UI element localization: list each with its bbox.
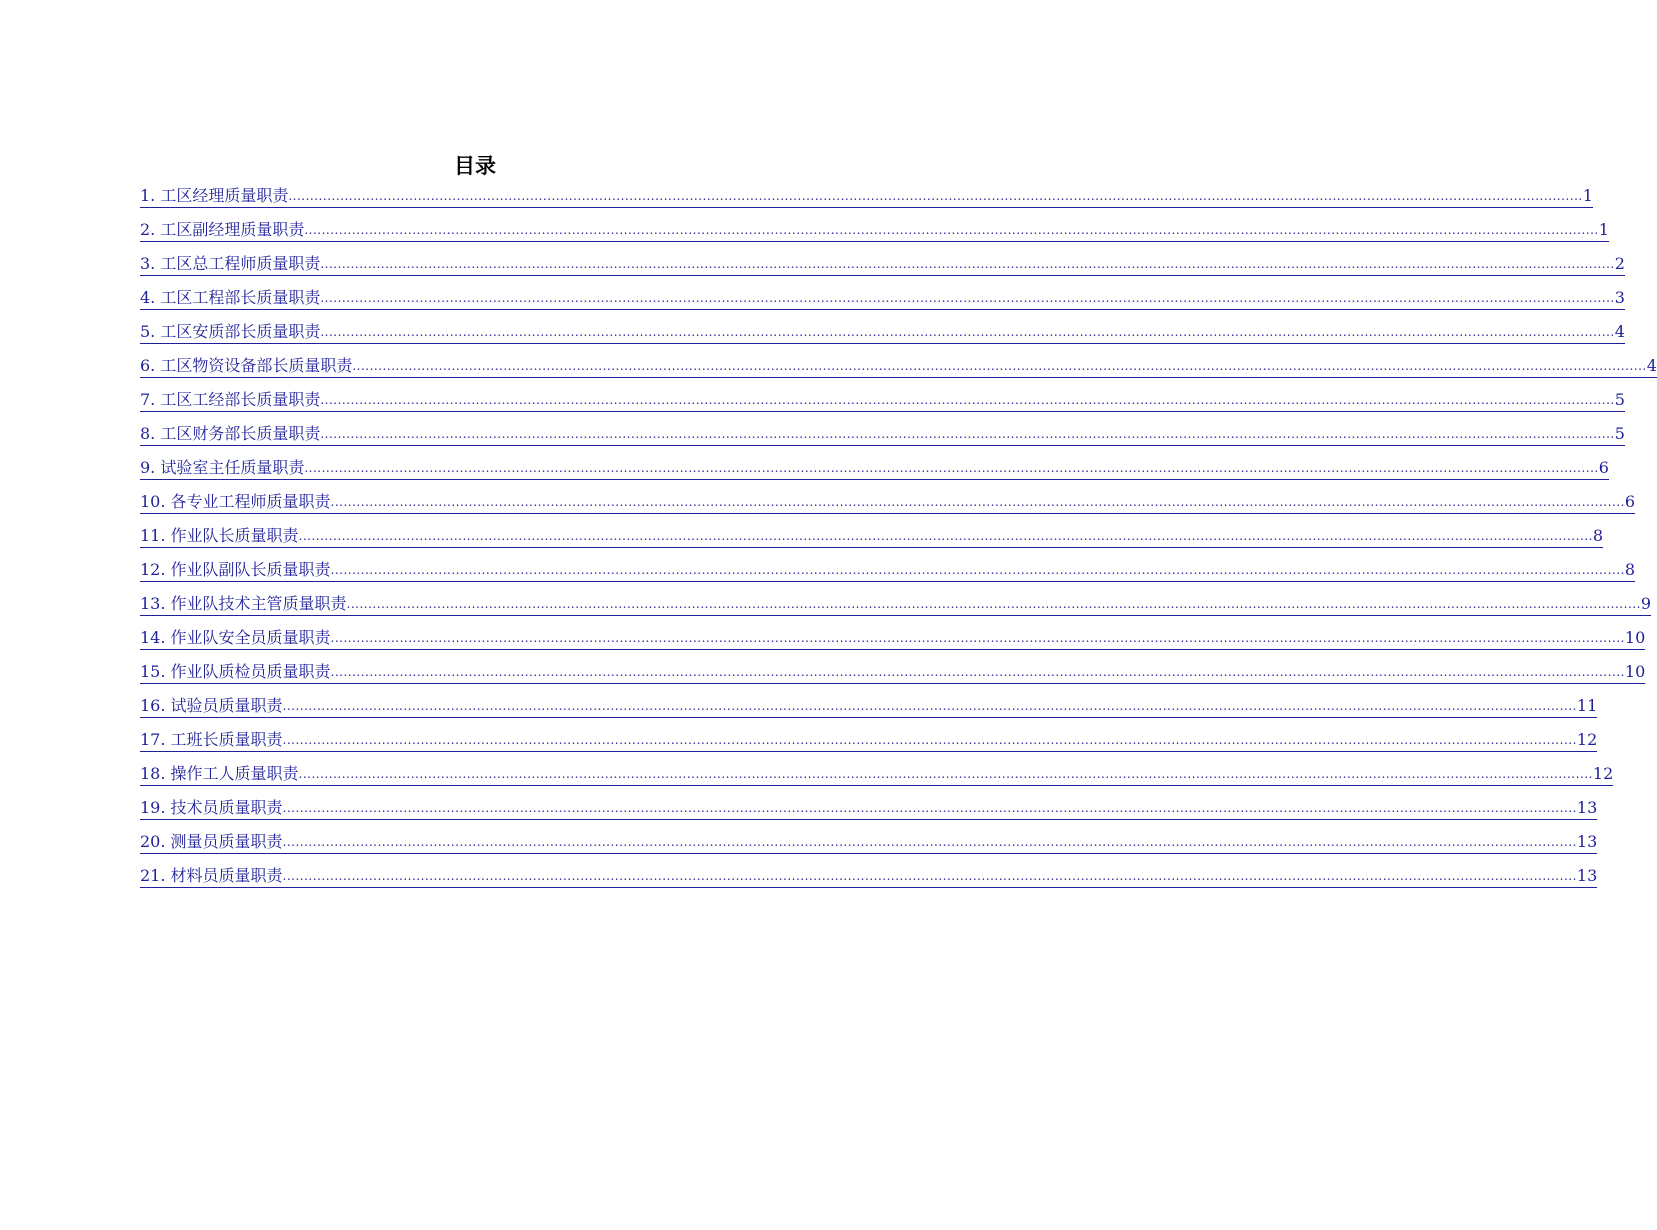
toc-list	[140, 178, 1657, 892]
toc-page-number: 5	[1615, 423, 1625, 446]
toc-dot-leader: ............................................................................................................................................................................................................................................................................................................	[283, 729, 1577, 752]
toc-entry[interactable]	[140, 484, 1636, 518]
toc-entry-title: 16. 试验员质量职责	[140, 695, 283, 718]
toc-page-number: 13	[1577, 865, 1597, 888]
toc-entry-title: 10. 各专业工程师质量职责	[140, 491, 331, 514]
toc-page-number: 4	[1647, 355, 1657, 378]
toc-entry-title: 8. 工区财务部长质量职责	[140, 423, 320, 446]
toc-dot-leader: ............................................................................................................................................................................................................................................................................................................	[283, 695, 1577, 718]
toc-entry[interactable]	[140, 858, 1598, 892]
toc-entry-title: 3. 工区总工程师质量职责	[140, 253, 320, 276]
toc-entry-title: 4. 工区工程部长质量职责	[140, 287, 320, 310]
toc-entry-title: 6. 工区物资设备部长质量职责	[140, 355, 352, 378]
toc-dot-leader: ............................................................................................................................................................................................................................................................................................................	[320, 321, 1614, 344]
toc-dot-leader: ............................................................................................................................................................................................................................................................................................................	[320, 253, 1614, 276]
toc-page-number: 2	[1615, 253, 1625, 276]
toc-entry-title: 2. 工区副经理质量职责	[140, 219, 304, 242]
toc-entry-title: 5. 工区安质部长质量职责	[140, 321, 320, 344]
toc-entry[interactable]	[140, 416, 1625, 450]
toc-entry[interactable]	[140, 348, 1657, 382]
toc-entry[interactable]	[140, 620, 1646, 654]
toc-entry[interactable]	[140, 654, 1646, 688]
toc-entry-title: 7. 工区工经部长质量职责	[140, 389, 320, 412]
toc-entry[interactable]	[140, 824, 1598, 858]
toc-entry-title: 17. 工班长质量职责	[140, 729, 283, 752]
toc-entry-title: 18. 操作工人质量职责	[140, 763, 299, 786]
toc-page-number: 4	[1615, 321, 1625, 344]
toc-page-number: 10	[1625, 627, 1645, 650]
toc-dot-leader: ............................................................................................................................................................................................................................................................................................................	[352, 355, 1646, 378]
toc-entry-title: 11. 作业队长质量职责	[140, 525, 299, 548]
toc-entry[interactable]	[140, 722, 1598, 756]
toc-entry-title: 9. 试验室主任质量职责	[140, 457, 304, 480]
toc-entry[interactable]	[140, 552, 1636, 586]
toc-page-number: 13	[1577, 797, 1597, 820]
toc-page-number: 1	[1599, 219, 1609, 242]
toc-entry-title: 15. 作业队质检员质量职责	[140, 661, 331, 684]
toc-entry-title: 1. 工区经理质量职责	[140, 185, 288, 208]
toc-dot-leader: ............................................................................................................................................................................................................................................................................................................	[283, 865, 1577, 888]
toc-entry[interactable]	[140, 450, 1609, 484]
toc-dot-leader: ............................................................................................................................................................................................................................................................................................................	[331, 661, 1625, 684]
toc-dot-leader: ............................................................................................................................................................................................................................................................................................................	[320, 423, 1614, 446]
toc-dot-leader: ............................................................................................................................................................................................................................................................................................................	[331, 627, 1625, 650]
toc-dot-leader: ............................................................................................................................................................................................................................................................................................................	[347, 593, 1641, 616]
toc-dot-leader: ............................................................................................................................................................................................................................................................................................................	[288, 185, 1582, 208]
toc-page-number: 6	[1625, 491, 1635, 514]
toc-entry[interactable]	[140, 246, 1625, 280]
toc-dot-leader: ............................................................................................................................................................................................................................................................................................................	[283, 831, 1577, 854]
toc-dot-leader: ............................................................................................................................................................................................................................................................................................................	[299, 525, 1593, 548]
toc-page-number: 11	[1577, 695, 1597, 718]
toc-entry[interactable]	[140, 518, 1604, 552]
toc-entry[interactable]	[140, 586, 1652, 620]
toc-entry-title: 13. 作业队技术主管质量职责	[140, 593, 347, 616]
toc-entry[interactable]	[140, 314, 1625, 348]
toc-page-number: 9	[1641, 593, 1651, 616]
toc-entry[interactable]	[140, 756, 1614, 790]
toc-entry-title: 12. 作业队副队长质量职责	[140, 559, 331, 582]
toc-page-number: 13	[1577, 831, 1597, 854]
toc-dot-leader: ............................................................................................................................................................................................................................................................................................................	[331, 491, 1625, 514]
toc-entry-title: 20. 测量员质量职责	[140, 831, 283, 854]
toc-page-number: 1	[1583, 185, 1593, 208]
toc-entry[interactable]	[140, 382, 1625, 416]
toc-entry[interactable]	[140, 790, 1598, 824]
toc-dot-leader: ............................................................................................................................................................................................................................................................................................................	[304, 457, 1598, 480]
toc-entry[interactable]	[140, 280, 1625, 314]
toc-entry[interactable]	[140, 688, 1598, 722]
toc-page-number: 12	[1577, 729, 1597, 752]
toc-page-number: 5	[1615, 389, 1625, 412]
toc-page-number: 10	[1625, 661, 1645, 684]
toc-entry-title: 21. 材料员质量职责	[140, 865, 283, 888]
toc-dot-leader: ............................................................................................................................................................................................................................................................................................................	[283, 797, 1577, 820]
toc-title: 目录	[454, 154, 496, 178]
toc-page-number: 8	[1593, 525, 1603, 548]
toc-entry-title: 14. 作业队安全员质量职责	[140, 627, 331, 650]
toc-dot-leader: ............................................................................................................................................................................................................................................................................................................	[320, 287, 1614, 310]
toc-entry[interactable]	[140, 178, 1593, 212]
toc-dot-leader: ............................................................................................................................................................................................................................................................................................................	[331, 559, 1625, 582]
toc-dot-leader: ............................................................................................................................................................................................................................................................................................................	[304, 219, 1598, 242]
toc-entry-title: 19. 技术员质量职责	[140, 797, 283, 820]
toc-page-number: 6	[1599, 457, 1609, 480]
toc-page-number: 8	[1625, 559, 1635, 582]
toc-page-number: 12	[1593, 763, 1613, 786]
toc-entry[interactable]	[140, 212, 1609, 246]
toc-dot-leader: ............................................................................................................................................................................................................................................................................................................	[320, 389, 1614, 412]
toc-page-number: 3	[1615, 287, 1625, 310]
toc-dot-leader: ............................................................................................................................................................................................................................................................................................................	[299, 763, 1593, 786]
